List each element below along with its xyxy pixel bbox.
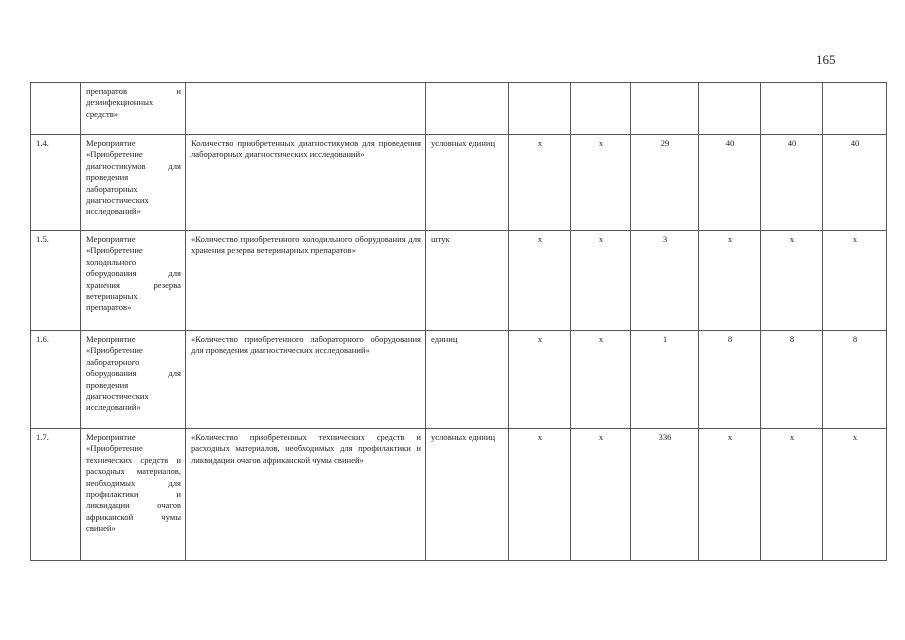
row-number (31, 83, 81, 135)
value-cell: 3 (631, 231, 699, 331)
value-cell: х (509, 231, 571, 331)
value-cell (509, 83, 571, 135)
measure-name: препаратов и дезинфекционных средств» (81, 83, 186, 135)
measure-name: Мероприятие «Приобретение технических средств и расходных материалов, необходимых для профилактики и ликвидации очагов африканской чумы свиней» (81, 429, 186, 561)
value-cell (699, 83, 761, 135)
value-cell: х (823, 231, 887, 331)
table-row (31, 429, 887, 561)
value-cell: 40 (823, 135, 887, 231)
value-cell: 336 (631, 429, 699, 561)
indicator-name: «Количество приобретенного лабораторного оборудования для проведения диагностических исследований» (186, 331, 426, 429)
value-cell (761, 83, 823, 135)
indicator-name (186, 83, 426, 135)
unit: условных единиц (426, 429, 509, 561)
unit: условных единиц (426, 135, 509, 231)
value-cell: х (571, 135, 631, 231)
value-cell: х (571, 331, 631, 429)
page-number: 165 (816, 52, 836, 67)
value-cell: х (761, 231, 823, 331)
value-cell (571, 83, 631, 135)
row-number: 1.4. (31, 135, 81, 231)
table-row (31, 83, 887, 135)
value-cell: х (509, 135, 571, 231)
unit: штук (426, 231, 509, 331)
value-cell (823, 83, 887, 135)
value-cell (631, 83, 699, 135)
table-row (31, 231, 887, 331)
indicator-name: «Количество приобретенного холодильного оборудования для хранения резерва ветеринарных препаратов» (186, 231, 426, 331)
value-cell: 8 (761, 331, 823, 429)
indicator-name: Количество приобретенных диагностикумов для проведения лабораторных диагностических исследований» (186, 135, 426, 231)
value-cell: 29 (631, 135, 699, 231)
value-cell: 40 (699, 135, 761, 231)
indicator-name: «Количество приобретенных технических средств и расходных материалов, необходимых для профилактики и ликвидации очагов африканской чумы свиней» (186, 429, 426, 561)
value-cell: х (823, 429, 887, 561)
value-cell: 40 (761, 135, 823, 231)
value-cell: 8 (823, 331, 887, 429)
table-row (31, 331, 887, 429)
value-cell: х (571, 429, 631, 561)
unit: единиц (426, 331, 509, 429)
measure-name: Мероприятие «Приобретение холодильного оборудования для хранения резерва ветеринарных препаратов» (81, 231, 186, 331)
value-cell: х (571, 231, 631, 331)
measure-name: Мероприятие «Приобретение лабораторного оборудования для проведения диагностических исследований» (81, 331, 186, 429)
measure-name: Мероприятие «Приобретение диагностикумов для проведения лабораторных диагностических исследований» (81, 135, 186, 231)
value-cell: 8 (699, 331, 761, 429)
indicators-table (30, 82, 887, 561)
row-number: 1.5. (31, 231, 81, 331)
unit (426, 83, 509, 135)
value-cell: х (699, 429, 761, 561)
table-row (31, 135, 887, 231)
value-cell: х (509, 429, 571, 561)
value-cell: х (699, 231, 761, 331)
value-cell: х (761, 429, 823, 561)
row-number: 1.7. (31, 429, 81, 561)
value-cell: 1 (631, 331, 699, 429)
value-cell: х (509, 331, 571, 429)
row-number: 1.6. (31, 331, 81, 429)
